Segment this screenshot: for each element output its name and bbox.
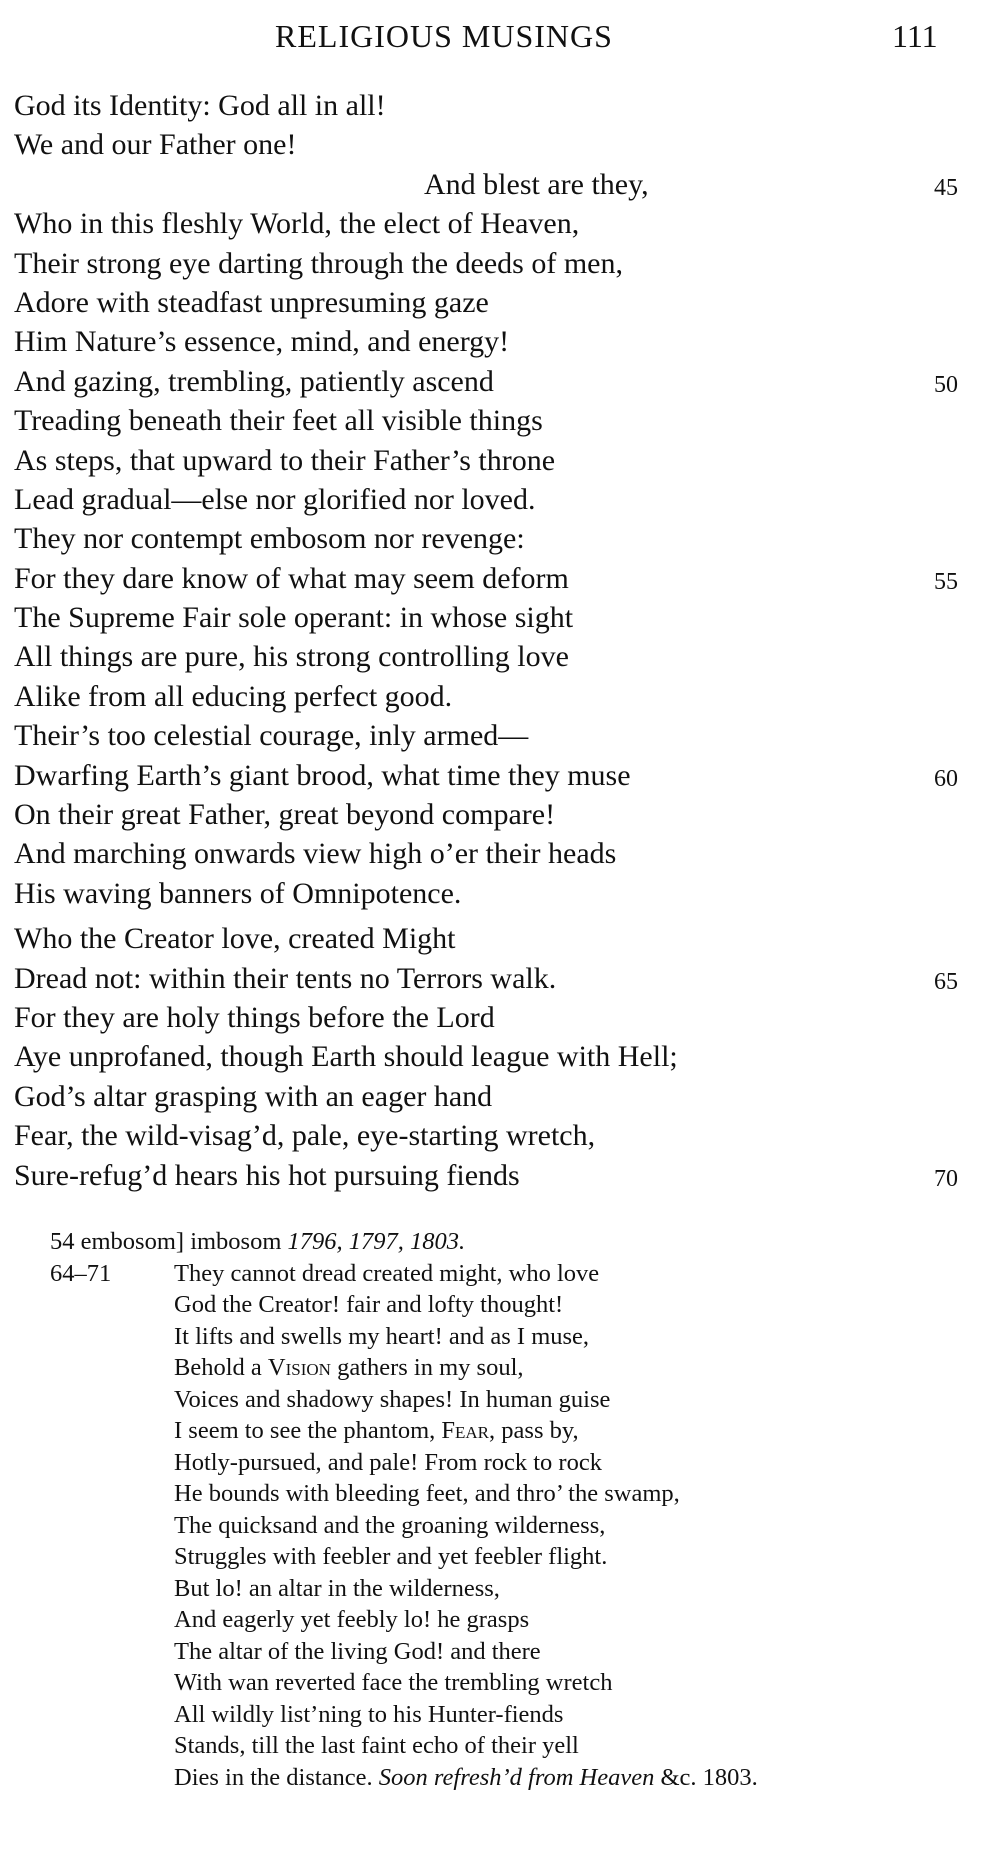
note-line (50, 1258, 950, 1290)
running-title: RELIGIOUS MUSINGS (275, 18, 613, 54)
note-line (50, 1636, 950, 1668)
poem-line (14, 165, 974, 204)
note-line (50, 1699, 950, 1731)
note-smallcaps: Vision (267, 1354, 331, 1381)
poem-line-text: Their’s too celestial courage, inly armed— (14, 719, 529, 753)
note-line (50, 1573, 950, 1605)
poem-line-text: As steps, that upward to their Father’s throne (14, 443, 556, 477)
poem-line (14, 959, 974, 998)
poem-line (14, 874, 974, 913)
note-editions: 1796, 1797, 1803. (287, 1228, 466, 1255)
poem-line-text: Who in this fleshly World, the elect of Heaven, (14, 207, 580, 241)
note-text: Voices and shadowy shapes! In human guise (174, 1385, 611, 1413)
note-text: Struggles with feebler and yet feebler flight. (174, 1543, 608, 1570)
line-number: 50 (934, 371, 958, 398)
note-text (50, 1226, 465, 1258)
poem-line-text: His waving banners of Omnipotence. (14, 876, 462, 910)
note-fragment: gathers in my soul, (337, 1354, 524, 1381)
poem-line (14, 834, 974, 873)
poem-line-text: Adore with steadfast unpresuming gaze (14, 285, 489, 319)
poem-line (14, 283, 974, 322)
poem-line (14, 756, 974, 795)
note-line (50, 1352, 950, 1384)
line-number: 55 (934, 568, 958, 595)
note-line (50, 1478, 950, 1510)
poem-line-text: Sure-refug’d hears his hot pursuing fiends (14, 1158, 520, 1192)
poem-line-text: We and our Father one! (14, 128, 297, 162)
poem-line (14, 716, 974, 755)
line-number: 70 (934, 1165, 958, 1192)
poem-line (14, 559, 974, 598)
note-text: He bounds with bleeding feet, and thro’ the swamp, (174, 1480, 680, 1507)
poem-line (14, 1037, 974, 1076)
poem-line (14, 86, 974, 125)
note-text: The quicksand and the groaning wilderness, (174, 1511, 606, 1539)
poem-line (14, 637, 974, 676)
note-fragment: pass by, (501, 1417, 579, 1444)
running-head (0, 18, 1000, 62)
note-fragment: Behold a (174, 1354, 262, 1381)
poem-line (14, 480, 974, 519)
note-text: The altar of the living God! and there (174, 1637, 541, 1665)
textual-notes (50, 1226, 950, 1793)
note-text (174, 1352, 524, 1384)
poem-line (14, 1077, 974, 1116)
poem-line (14, 362, 974, 401)
poem-line (14, 795, 974, 834)
note-line (50, 1730, 950, 1762)
poem-line (14, 919, 974, 958)
note-fragment: Dies in the distance. (174, 1763, 373, 1791)
page-number: 111 (892, 18, 938, 54)
poem-line-text: Their strong eye darting through the deeds of men, (14, 246, 623, 280)
note-line (50, 1447, 950, 1479)
line-number: 65 (934, 968, 958, 995)
poem-line-text: All things are pure, his strong controlling love (14, 640, 569, 674)
poem-line (14, 1116, 974, 1155)
note-text (174, 1415, 579, 1447)
note-ref: 64–71 (50, 1259, 112, 1287)
poem-line-text: God its Identity: God all in all! (14, 89, 386, 122)
note-ref: 54 (50, 1228, 75, 1255)
note-line (50, 1321, 950, 1353)
poem-line-text: And blest are they, (424, 167, 649, 201)
note-line (50, 1226, 950, 1258)
note-text: It lifts and swells my heart! and as I muse, (174, 1322, 590, 1350)
note-line (50, 1604, 950, 1636)
poem-line (14, 441, 974, 480)
poem-line (14, 244, 974, 283)
poem-line-text: On their great Father, great beyond compare! (14, 798, 556, 832)
poem-body (14, 86, 974, 1195)
poem-line-text: Dread not: within their tents no Terrors walk. (14, 961, 557, 995)
note-lemma: embosom] (80, 1228, 185, 1255)
poem-line-text: God’s altar grasping with an eager hand (14, 1079, 493, 1113)
poem-line (14, 519, 974, 558)
poem-line (14, 998, 974, 1037)
note-smallcaps: Fear, (441, 1417, 496, 1444)
poem-line-text: For they dare know of what may seem deform (14, 561, 569, 595)
note-text: But lo! an altar in the wilderness, (174, 1574, 500, 1602)
poem-line-text: Fear, the wild-visag’d, pale, eye-starting wretch, (14, 1119, 596, 1153)
poem-line-text: Aye unprofaned, though Earth should league with Hell; (14, 1040, 678, 1074)
poem-line-text: Alike from all educing perfect good. (14, 679, 453, 713)
poem-line-text: And gazing, trembling, patiently ascend (14, 364, 494, 398)
note-text (174, 1762, 758, 1794)
poem-line (14, 125, 974, 164)
poem-line-text: Lead gradual—else nor glorified nor loved. (14, 482, 536, 516)
poem-line (14, 677, 974, 716)
note-line (50, 1289, 950, 1321)
poem-line-text: Dwarfing Earth’s giant brood, what time they muse (14, 758, 631, 792)
note-line (50, 1510, 950, 1542)
note-line (50, 1667, 950, 1699)
poem-line (14, 322, 974, 361)
poem-line-text: Treading beneath their feet all visible things (14, 404, 543, 438)
note-line (50, 1415, 950, 1447)
line-number: 45 (934, 174, 958, 201)
note-text: All wildly list’ning to his Hunter-fiends (174, 1700, 564, 1728)
note-line (50, 1384, 950, 1416)
poem-line-text: For they are holy things before the Lord (14, 1000, 495, 1034)
poem-line-text: And marching onwards view high o’er their heads (14, 837, 617, 871)
note-line (50, 1541, 950, 1573)
poem-line (14, 401, 974, 440)
poem-line (14, 598, 974, 637)
poem-line-text: Him Nature’s essence, mind, and energy! (14, 325, 510, 359)
note-fragment: I seem to see the phantom, (174, 1417, 436, 1444)
note-fragment: &c. 1803. (660, 1763, 758, 1791)
line-number: 60 (934, 765, 958, 792)
poem-line (14, 1156, 974, 1195)
note-text: Hotly-pursued, and pale! From rock to rock (174, 1448, 602, 1476)
note-text: And eagerly yet feebly lo! he grasps (174, 1606, 530, 1633)
poem-line-text: They nor contempt embosom nor revenge: (14, 522, 525, 556)
note-line (50, 1762, 950, 1794)
note-text: Stands, till the last faint echo of their yell (174, 1732, 579, 1759)
note-text: With wan reverted face the trembling wretch (174, 1669, 613, 1696)
note-italic: Soon refresh’d from Heaven (378, 1763, 655, 1791)
note-text: God the Creator! fair and lofty thought! (174, 1291, 564, 1318)
note-text: They cannot dread created might, who love (174, 1259, 600, 1287)
poem-line (14, 204, 974, 243)
poem-line-text: The Supreme Fair sole operant: in whose sight (14, 601, 574, 635)
poem-line-text: Who the Creator love, created Might (14, 922, 456, 956)
note-variant: imbosom (190, 1228, 282, 1255)
